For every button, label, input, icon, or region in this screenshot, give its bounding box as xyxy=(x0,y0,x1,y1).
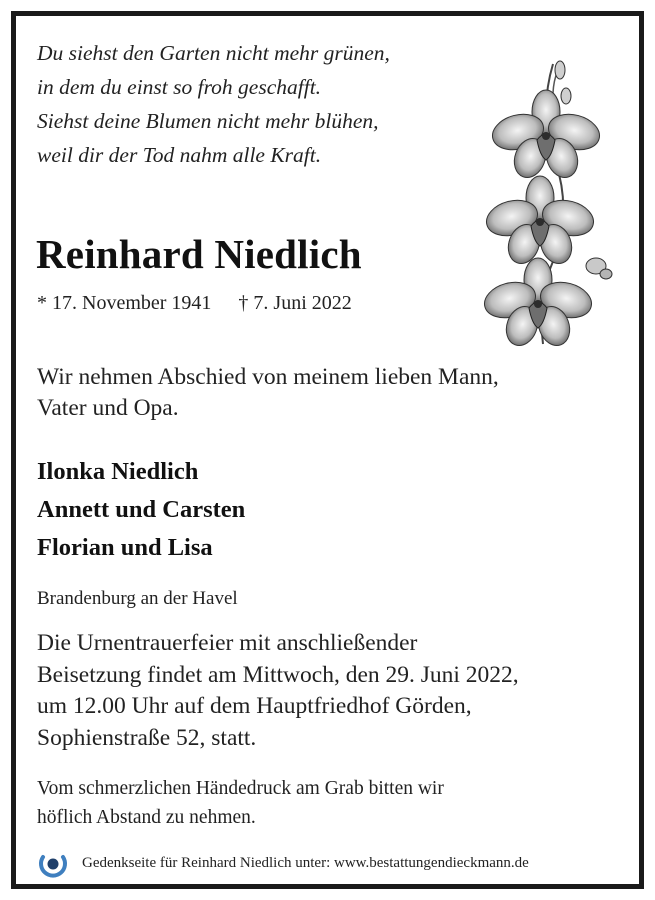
mourners-list xyxy=(37,453,245,567)
poem-line: weil dir der Tod nahm alle Kraft. xyxy=(37,143,322,167)
deceased-name: Reinhard Niedlich xyxy=(36,231,362,277)
mourner-name: Annett und Carsten xyxy=(37,496,246,523)
ceremony-line: Beisetzung findet am Mittwoch, den 29. Juni 2022, xyxy=(37,661,519,688)
ceremony-line: um 12.00 Uhr auf dem Hauptfriedhof Görden, xyxy=(37,693,472,719)
place-name: Brandenburg an der Havel xyxy=(37,588,238,609)
ceremony-line: Die Urnentrauerfeier mit anschließender xyxy=(37,630,418,656)
condolence-note xyxy=(37,774,444,832)
farewell-line: Vater und Opa. xyxy=(37,395,179,421)
memorial-page-footer xyxy=(36,848,529,878)
poem-line: Siehst deine Blumen nicht mehr blühen, xyxy=(37,109,379,133)
memorial-poem xyxy=(37,36,507,172)
note-line: Vom schmerzlichen Händedruck am Grab bitten wir xyxy=(37,778,444,799)
life-dates xyxy=(37,292,352,315)
birth-date: * 17. November 1941 xyxy=(37,292,212,314)
mourner-name: Ilonka Niedlich xyxy=(37,458,199,485)
note-line: höflich Abstand zu nehmen. xyxy=(37,807,256,828)
ceremony-info xyxy=(37,628,519,754)
poem-line: in dem du einst so froh geschafft. xyxy=(37,75,322,99)
poem-line: Du siehst den Garten nicht mehr grünen, xyxy=(37,41,390,65)
orchid-illustration xyxy=(478,54,618,354)
death-date: † 7. Juni 2022 xyxy=(238,292,352,314)
funeral-home-logo-icon xyxy=(36,848,70,878)
memorial-page-link[interactable]: Gedenkseite für Reinhard Niedlich unter: www.bestattungendieckmann.de xyxy=(82,854,529,871)
farewell-text xyxy=(37,362,617,424)
ceremony-line: Sophienstraße 52, statt. xyxy=(37,724,257,751)
mourner-name: Florian und Lisa xyxy=(37,534,213,561)
farewell-line: Wir nehmen Abschied von meinem lieben Mann, xyxy=(37,364,499,390)
